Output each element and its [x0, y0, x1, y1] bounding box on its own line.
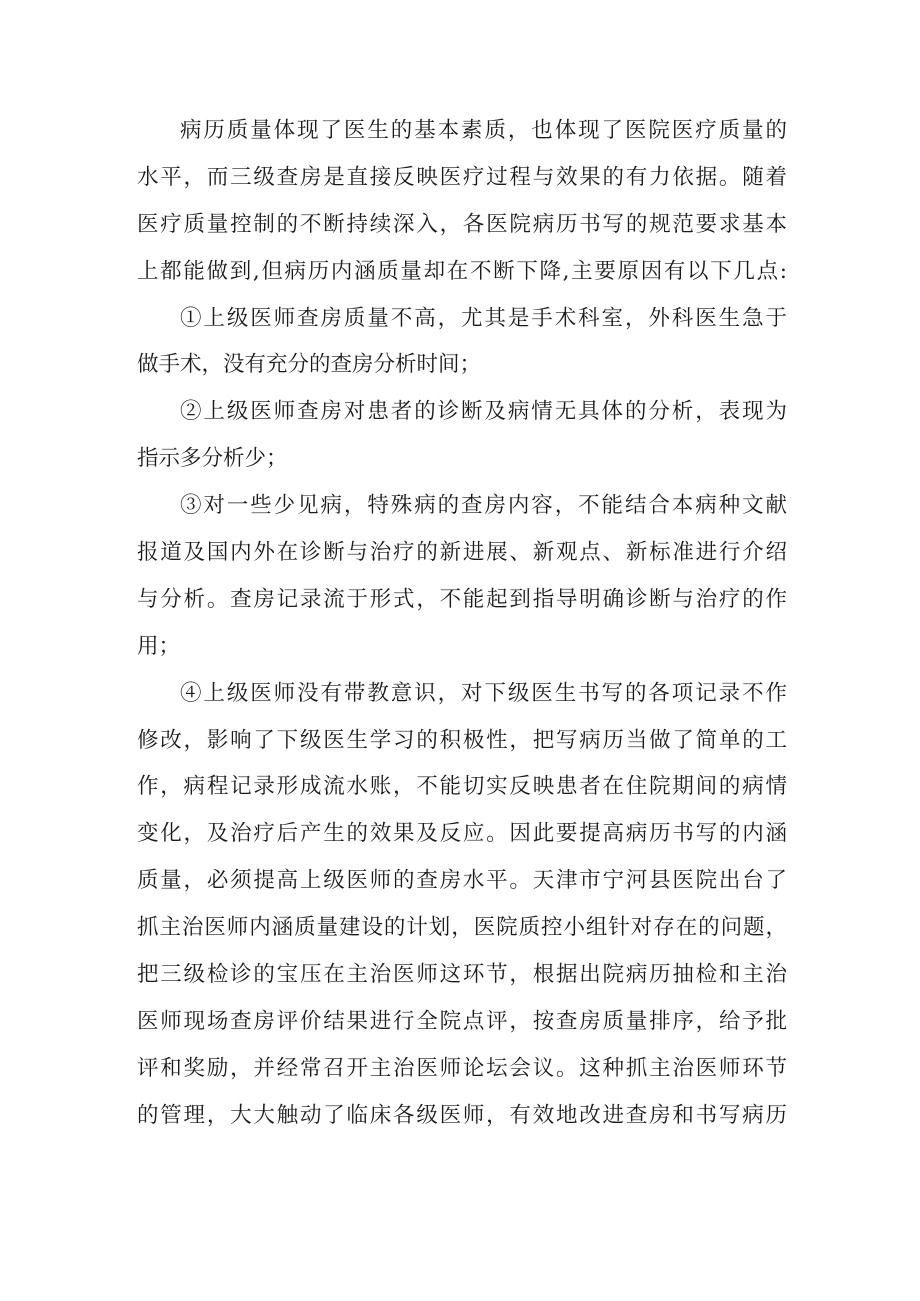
text-line: 的管理，大大触动了临床各级医师，有效地改进查房和书写病历 [137, 1102, 787, 1128]
document-body [137, 108, 787, 1140]
paragraph-point-3 [137, 483, 787, 671]
text-line: 水平，而三级查房是直接反映医疗过程与效果的有力依据。随着 [137, 164, 787, 190]
paragraph-point-2 [137, 389, 787, 483]
text-line: 评和奖励，并经常召开主治医师论坛会议。这种抓主治医师环节 [137, 1055, 787, 1081]
text-line: 做手术，没有充分的查房分析时间； [137, 352, 482, 378]
text-line: 用； [137, 633, 181, 659]
paragraph-point-1 [137, 296, 787, 390]
text-line: 变化，及治疗后产生的效果及反应。因此要提高病历书写的内涵 [137, 821, 787, 847]
text-line: 医师现场查房评价结果进行全院点评，按查房质量排序，给予批 [137, 1008, 787, 1034]
text-line: 病历质量体现了医生的基本素质，也体现了医院医疗质量的 [180, 118, 787, 143]
text-line: ①上级医师查房质量不高，尤其是手术科室，外科医生急于 [180, 305, 787, 331]
text-line: ②上级医师查房对患者的诊断及病情无具体的分析，表现为 [180, 399, 787, 425]
paragraph-intro [137, 108, 787, 296]
paragraph-point-4 [137, 671, 787, 1140]
text-line: ④上级医师没有带教意识，对下级医生书写的各项记录不作 [180, 680, 787, 706]
text-line: 上都能做到,但病历内涵质量却在不断下降,主要原因有以下几点: [137, 258, 787, 284]
text-line: 与分析。查房记录流于形式，不能起到指导明确诊断与治疗的作 [137, 586, 787, 612]
text-line: 质量，必须提高上级医师的查房水平。天津市宁河县医院出台了 [137, 868, 787, 894]
text-line: 修改，影响了下级医生学习的积极性，把写病历当做了简单的工 [137, 727, 787, 753]
text-line: 报道及国内外在诊断与治疗的新进展、新观点、新标准进行介绍 [137, 540, 787, 566]
text-line: 抓主治医师内涵质量建设的计划，医院质控小组针对存在的问题， [137, 915, 787, 941]
text-line: 医疗质量控制的不断持续深入，各医院病历书写的规范要求基本 [137, 211, 787, 237]
text-line: 指示多分析少； [137, 446, 288, 472]
text-line: ③对一些少见病，特殊病的查房内容，不能结合本病种文献 [180, 493, 787, 519]
text-line: 作，病程记录形成流水账，不能切实反映患者在住院期间的病情 [137, 774, 787, 800]
text-line: 把三级检诊的宝压在主治医师这环节，根据出院病历抽检和主治 [137, 962, 787, 988]
